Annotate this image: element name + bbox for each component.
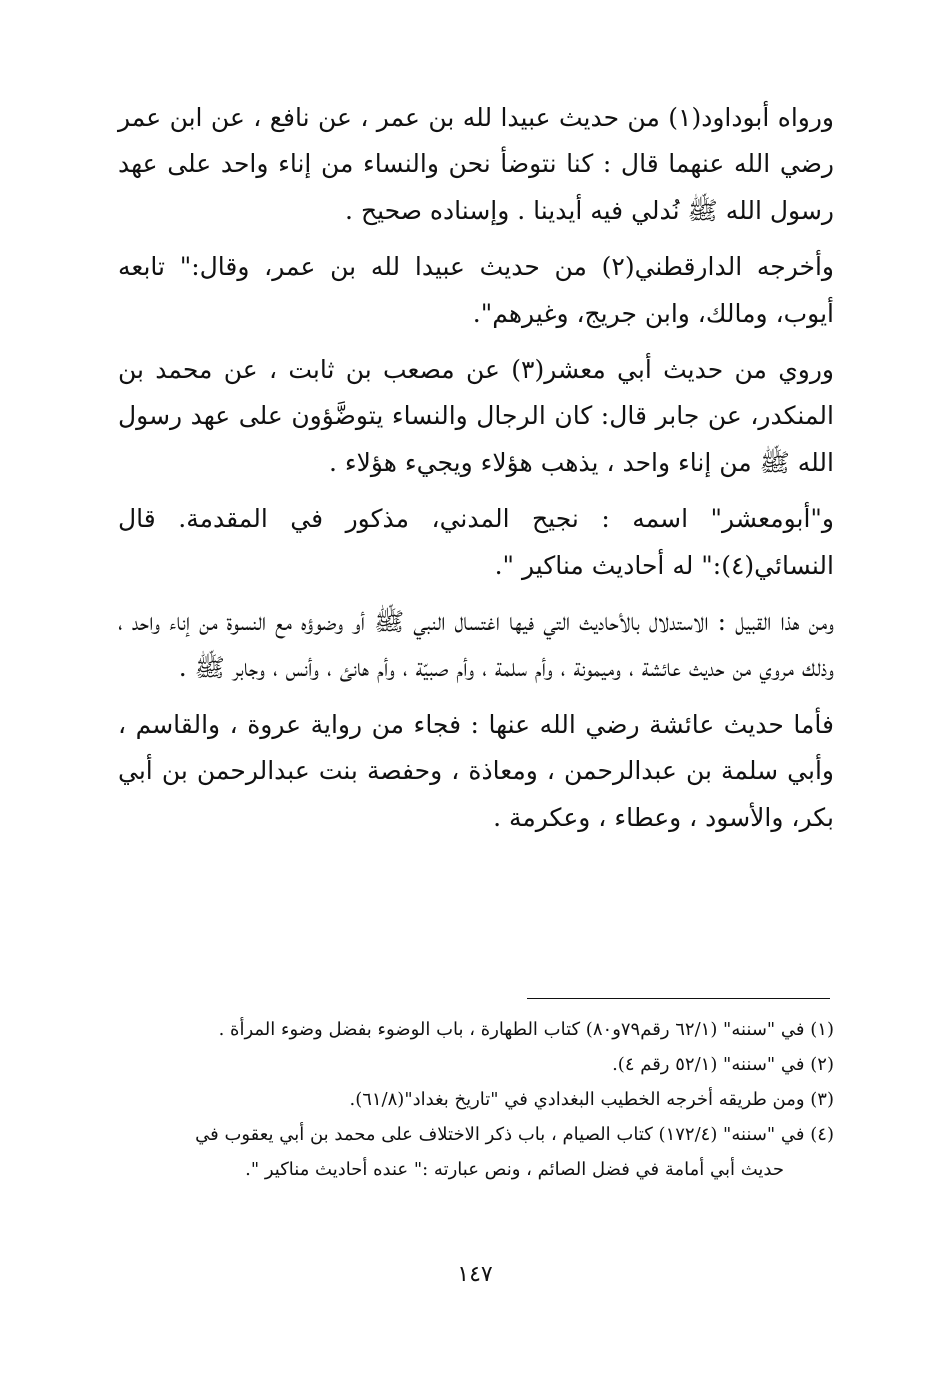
footnote-2: (٢) في "سننه" (٥٢/١ رقم ٤).: [612, 1054, 834, 1075]
paragraph-1: ورواه أبوداود(١) من حديث عبيدا لله بن عمر ، عن نافع ، عن ابن عمر رضي الله عنهما قال : كنا نتوضأ نحن والنساء من إناء واحد على عهد رسول الله ﷺ نُدلي فيه أيدينا . وإسناده صحيح .: [118, 103, 834, 225]
paragraph-3: وروي من حديث أبي معشر(٣) عن مصعب بن ثابت ، عن محمد بن المنكدر، عن جابر قال: كان الرجال والنساء يتوضَّؤون على عهد رسول الله ﷺ من إناء واحد ، يذهب هؤلاء ويجيء هؤلاء .: [118, 355, 834, 477]
footnotes: [118, 1012, 834, 1187]
footnote-separator: [527, 998, 830, 999]
paragraph-2: وأخرجه الدارقطني(٢) من حديث عبيدا لله بن عمر، وقال:" تابعه أيوب، ومالك، وابن جريج، وغيرهم".: [118, 252, 834, 328]
paragraph-6: فأما حديث عائشة رضي الله عنها : فجاء من رواية عروة ، والقاسم ، وأبي سلمة بن عبدالرحمن ، ومعاذة ، وحفصة بنت عبدالرحمن بن أبي بكر، والأسود ، وعطاء ، وعكرمة .: [118, 709, 834, 832]
footnote-3: (٣) ومن طريقه أخرجه الخطيب البغدادي في "تاريخ بغداد"(٦١/٨).: [349, 1089, 834, 1110]
paragraph-5: ومن هذا القبيل : الاستدلال بالأحاديث التي فيها اغتسال النبي ﷺ أو وضوؤه مع النسوة من إناء واحد ، وذلك مروي من حديث عائشة ، وميمونة ، وأم سلمة ، وأم صبيّة ، وأم هانئ ، وأنس ، وجابر ﷺ .: [118, 607, 834, 683]
page-number: ١٤٧: [457, 1262, 493, 1287]
main-text: [118, 95, 834, 851]
footnote-4: (٤) في "سننه" (١٧٢/٤) كتاب الصيام ، باب ذكر الاختلاف على محمد بن أبي يعقوب في: [195, 1124, 834, 1145]
footnote-4-continuation: حديث أبي أمامة في فضل الصائم ، ونص عبارته :" عنده أحاديث مناكير ".: [245, 1159, 784, 1180]
paragraph-4: و"أبومعشر" اسمه : نجيح المدني، مذكور في المقدمة. قال النسائي(٤):" له أحاديث مناكير ".: [118, 504, 834, 580]
footnote-1: (١) في "سننه" (٦٢/١ رقم٧٩و٨٠) كتاب الطهارة ، باب الوضوء بفضل وضوء المرأة .: [218, 1019, 834, 1040]
